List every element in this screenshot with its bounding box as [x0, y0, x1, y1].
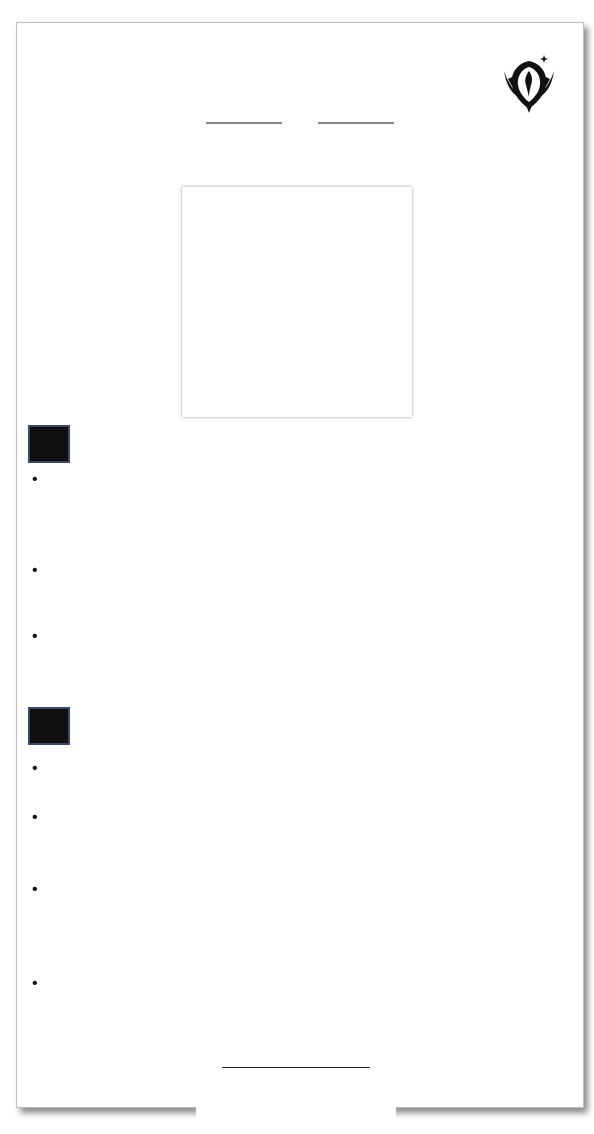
section-2-number: [28, 707, 70, 745]
section-2-bullet-3: [32, 879, 555, 902]
section-1-bullet-1: [32, 469, 555, 492]
bullet-icon: •: [32, 975, 38, 992]
section-2-bullet-1: [32, 758, 555, 781]
section-1-bullet-3: [32, 626, 555, 649]
section-1-number: [28, 425, 70, 463]
bullet-icon: •: [32, 809, 38, 826]
radial-figure: [182, 187, 412, 417]
bullet-icon: •: [32, 628, 38, 645]
section-2-bullet-4: [32, 973, 555, 996]
bullet-icon: •: [32, 760, 38, 777]
section-2-bullet-2: [32, 807, 555, 830]
concentric-radial-rings-icon: [182, 187, 412, 417]
section-1-bullet-2: [32, 560, 555, 583]
brand-logo: [196, 1063, 396, 1129]
bullet-icon: •: [32, 562, 38, 579]
bullet-icon: •: [32, 471, 38, 488]
title-divider: [206, 113, 394, 133]
phoenix-icon: [496, 49, 562, 115]
brand-divider: [222, 1067, 370, 1068]
bullet-icon: •: [32, 881, 38, 898]
